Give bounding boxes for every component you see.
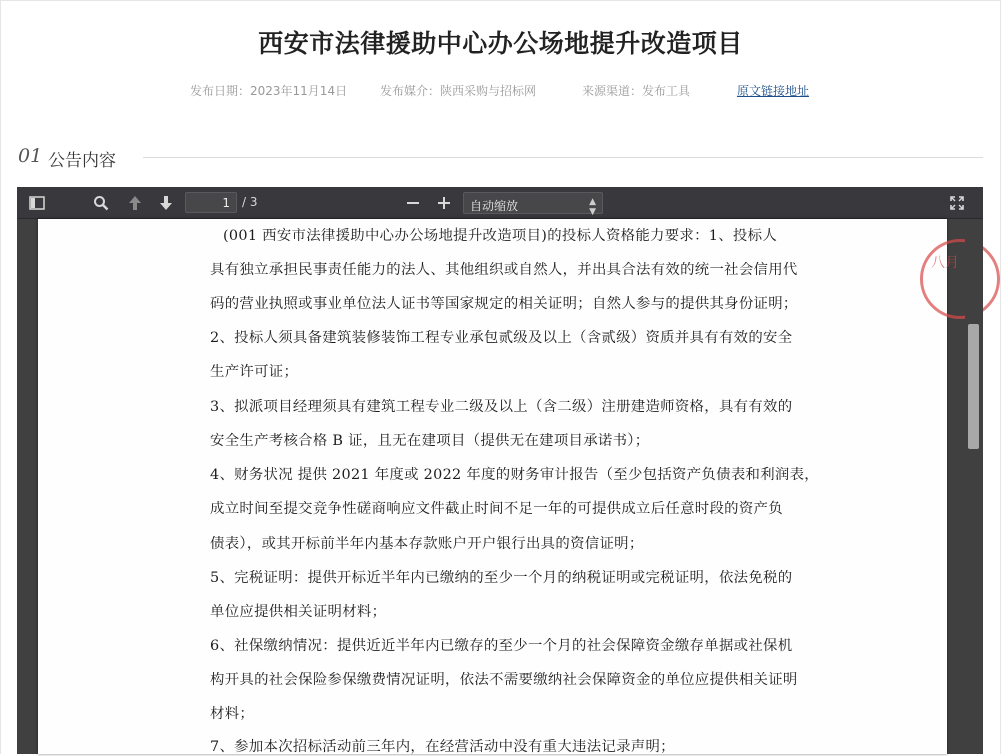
plus-icon[interactable] [434,193,454,213]
page-total: / 3 [242,195,258,209]
doc-line: 3、拟派项目经理须具有建筑工程专业二级及以上（含二级）注册建造师资格，具有有效的 [210,399,793,415]
pdf-page-area[interactable] [17,219,983,754]
doc-line: 生产许可证； [210,364,299,380]
pdf-page [38,219,959,755]
seal-text: 八月 [931,255,959,271]
doc-line: 2、投标人须具备建筑装修装饰工程专业承包贰级及以上（含贰级）资质并具有有效的安全 [210,330,793,346]
doc-line: 单位应提供相关证明材料； [210,604,387,620]
section-divider [143,157,983,158]
doc-line: 安全生产考核合格 B 证，且无在建项目（提供无在建项目承诺书）； [210,433,650,449]
fullscreen-icon[interactable] [947,193,967,213]
doc-line: (001 西安市法律援助中心办公场地提升改造项目)的投标人资格能力要求：1、投标人 [223,228,778,244]
pdf-viewer [17,187,983,754]
red-seal-stamp [920,239,1000,319]
doc-line: 债表），或其开标前半年内基本存款账户开户银行出具的资信证明； [210,536,644,552]
article-meta [0,82,1001,100]
search-icon[interactable] [91,193,111,213]
page-number-input[interactable]: 1 [185,192,237,213]
section-label: 公告内容 [48,151,116,171]
pdf-toolbar [17,187,983,219]
scrollbar-thumb[interactable] [968,324,979,449]
sidebar-toggle-icon[interactable] [27,193,47,213]
doc-line: 码的营业执照或事业单位法人证书等国家规定的相关证明；自然人参与的提供其身份证明； [210,296,798,312]
doc-line: 具有独立承担民事责任能力的法人、其他组织或自然人，并出具合法有效的统一社会信用代 [210,262,798,278]
doc-line: 4、财务状况 提供 2021 年度或 2022 年度的财务审计报告（至少包括资产负债表和利润表， [210,467,819,483]
doc-line: 7、参加本次招标活动前三年内，在经营活动中没有重大违法记录声明； [210,739,675,755]
doc-line: 成立时间至提交竞争性磋商响应文件截止时间不足一年的可提供成立后任意时段的资产负 [210,501,783,517]
zoom-select[interactable] [463,192,603,217]
chevron-updown-icon: ▲ ▼ [589,197,596,217]
publish-media: 发布媒介：陕西采购与招标网 [380,84,537,98]
zoom-label: 自动缩放 [470,199,519,213]
doc-line: 材料； [210,706,255,722]
original-link[interactable]: 原文链接地址 [737,84,810,98]
doc-line: 6、社保缴纳情况：提供近近半年内已缴存的至少一个月的社会保障资金缴存单据或社保机 [210,638,793,654]
arrow-down-icon[interactable] [156,193,176,213]
minus-icon[interactable] [403,193,423,213]
vertical-scrollbar[interactable] [965,219,983,754]
doc-line: 5、完税证明：提供开标近半年内已缴纳的至少一个月的纳税证明或完税证明，依法免税的 [210,570,793,586]
publish-date: 发布日期：2023年11月14日 [190,84,348,98]
section-number: 01 [18,145,43,167]
source-channel: 来源渠道：发布工具 [582,84,691,98]
doc-line: 构开具的社会保险参保缴费情况证明，依法不需要缴纳社会保障资金的单位应提供相关证明 [210,672,798,688]
page-title: 西安市法律援助中心办公场地提升改造项目 [258,29,743,58]
arrow-up-icon[interactable] [125,193,145,213]
section-header [18,145,983,169]
